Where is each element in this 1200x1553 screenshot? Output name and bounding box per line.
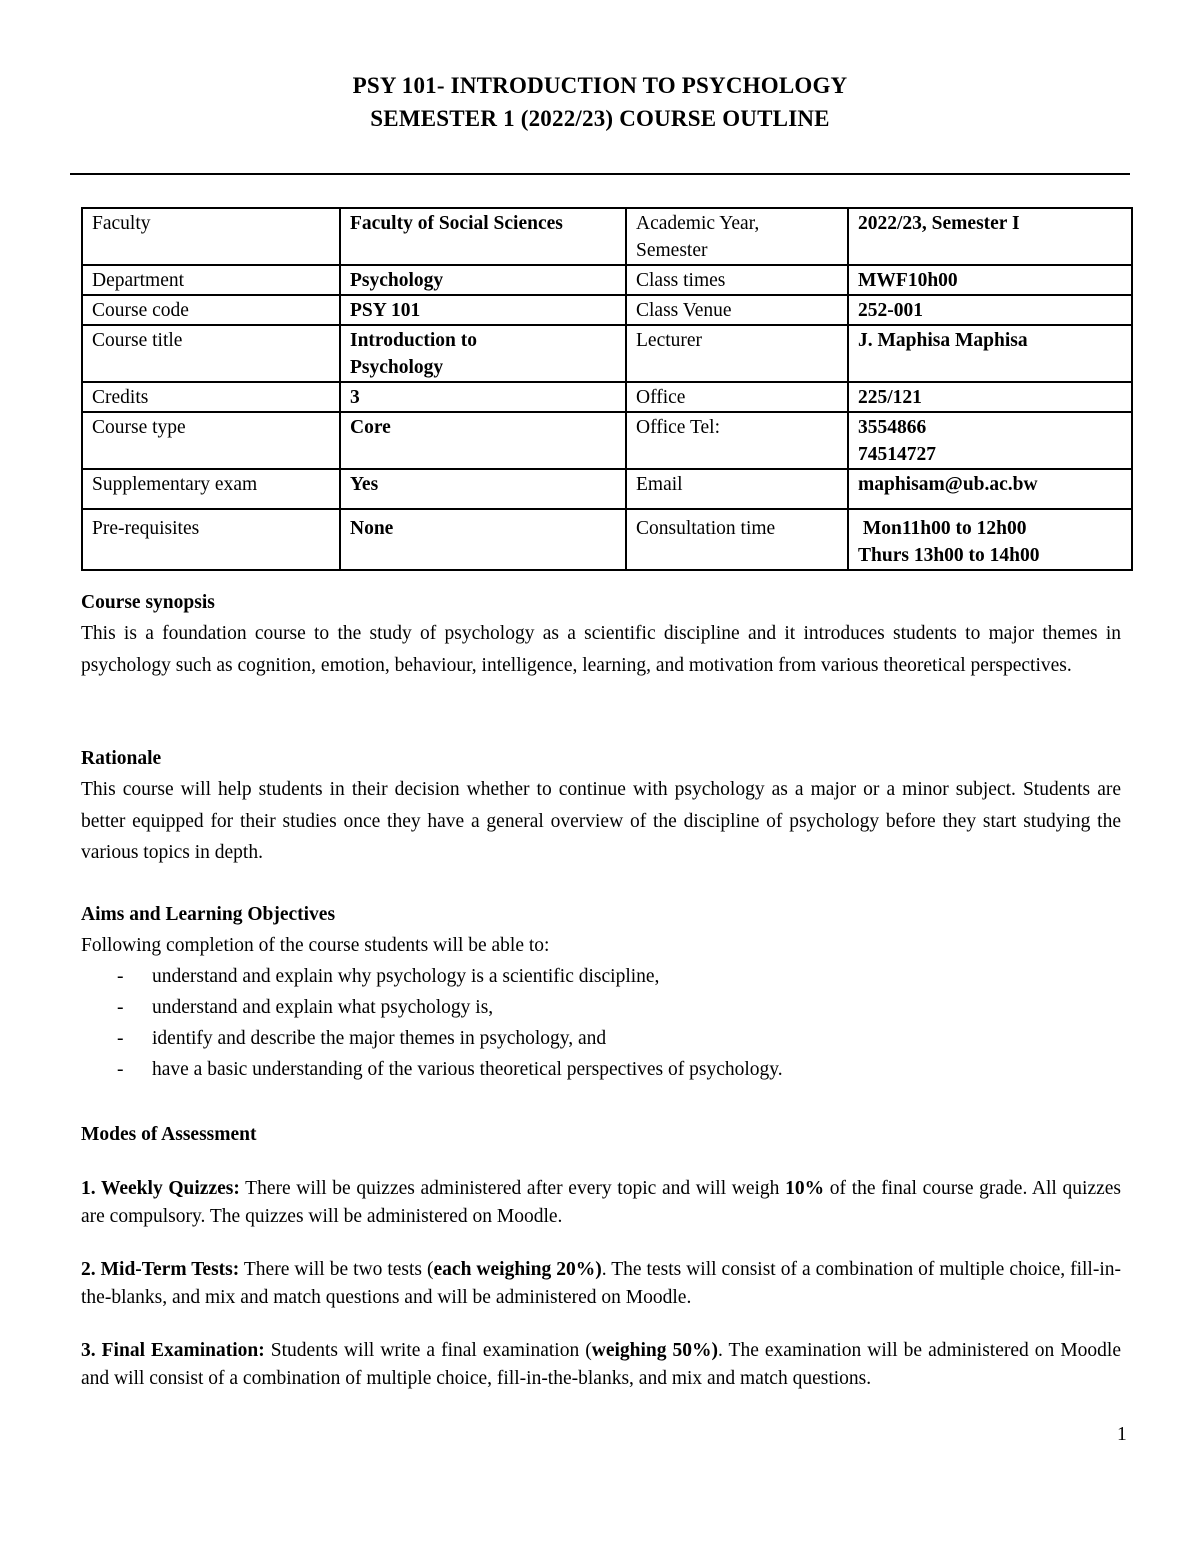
row-value: Yes xyxy=(340,469,626,509)
midterm-label: 2. Mid-Term Tests: xyxy=(81,1259,240,1280)
quizzes-label: 1. Weekly Quizzes: xyxy=(81,1178,240,1199)
quizzes-text-a: There will be quizzes administered after every topic and will weigh xyxy=(239,1178,786,1199)
row-value: None xyxy=(340,509,626,570)
label-line: Semester xyxy=(636,240,708,261)
page-number: 1 xyxy=(1117,1424,1127,1445)
assessment-final xyxy=(81,1337,1121,1393)
row-value: 3 xyxy=(340,382,626,412)
midterm-text-b: . The tests will consist of a combination of multiple choice, fill-in-the-blanks, and mix and match questions and will be administered on Moodle. xyxy=(81,1259,1121,1308)
row-label: Course type xyxy=(82,412,340,469)
assessment-quizzes xyxy=(81,1175,1121,1231)
row-label: Credits xyxy=(82,382,340,412)
row-value: Faculty of Social Sciences xyxy=(340,208,626,265)
row-label: Course code xyxy=(82,295,340,325)
value-line: 3554866 xyxy=(858,417,927,438)
assessment-heading-block xyxy=(81,1119,1121,1150)
value-line: 74514727 xyxy=(858,444,936,465)
value-line: Thurs 13h00 to 14h00 xyxy=(858,545,1040,566)
aims-heading: Aims and Learning Objectives xyxy=(81,904,336,925)
row-label: Department xyxy=(82,265,340,295)
rationale-heading: Rationale xyxy=(81,748,162,769)
table-row xyxy=(82,412,1132,469)
row-value: 225/121 xyxy=(848,382,1132,412)
table-row xyxy=(82,265,1132,295)
row-label: Office xyxy=(626,382,848,412)
row-value: 252-001 xyxy=(848,295,1132,325)
course-title-line-1: PSY 101- INTRODUCTION TO PSYCHOLOGY xyxy=(352,73,848,98)
synopsis-section xyxy=(81,587,1121,681)
bullet-dash: - xyxy=(117,1059,124,1080)
row-label xyxy=(626,208,848,265)
final-text-a: Students will write a final examination ( xyxy=(264,1340,592,1361)
objective-text: understand and explain what psychology is, xyxy=(152,997,494,1018)
final-weight: weighing 50%) xyxy=(591,1340,719,1361)
midterm-weight: each weighing 20%) xyxy=(433,1259,602,1280)
bullet-dash: - xyxy=(117,1028,124,1049)
assessment-midterm xyxy=(81,1256,1121,1312)
value-line: Introduction to xyxy=(350,330,477,351)
row-label: Lecturer xyxy=(626,325,848,382)
aims-section xyxy=(81,899,1121,1085)
row-label: Class Venue xyxy=(626,295,848,325)
final-text-b: . The examination will be administered on Moodle and will consist of a combination of multiple choice, fill-in-the-blanks, and mix and match questions. xyxy=(81,1340,1121,1389)
value-line: Psychology xyxy=(350,357,444,378)
aims-intro: Following completion of the course students will be able to: xyxy=(81,935,550,956)
row-label: Faculty xyxy=(82,208,340,265)
row-label: Supplementary exam xyxy=(82,469,340,509)
row-value: J. Maphisa Maphisa xyxy=(848,325,1132,382)
objective-text: understand and explain why psychology is a scientific discipline, xyxy=(152,966,660,987)
row-value: maphisam@ub.ac.bw xyxy=(848,469,1132,509)
table-row xyxy=(82,382,1132,412)
course-title-line-2: SEMESTER 1 (2022/23) COURSE OUTLINE xyxy=(370,106,830,131)
rationale-section xyxy=(81,743,1121,869)
quizzes-text-b: of the final course grade. All quizzes are compulsory. The quizzes will be administered on Moodle. xyxy=(81,1178,1121,1227)
row-value xyxy=(848,412,1132,469)
row-value: Psychology xyxy=(340,265,626,295)
row-value: 2022/23, Semester I xyxy=(848,208,1132,265)
bullet-dash: - xyxy=(117,997,124,1018)
row-value xyxy=(340,325,626,382)
row-value: Core xyxy=(340,412,626,469)
bullet-dash: - xyxy=(117,966,124,987)
objectives-list xyxy=(81,961,1121,1085)
table-row xyxy=(82,469,1132,509)
row-value xyxy=(848,509,1132,570)
assessment-heading: Modes of Assessment xyxy=(81,1124,257,1145)
row-value: PSY 101 xyxy=(340,295,626,325)
table-row xyxy=(82,208,1132,265)
course-info-table xyxy=(81,207,1133,571)
objective-text: have a basic understanding of the various theoretical perspectives of psychology. xyxy=(152,1059,783,1080)
final-label: 3. Final Examination: xyxy=(81,1340,265,1361)
row-label: Consultation time xyxy=(626,509,848,570)
row-value: MWF10h00 xyxy=(848,265,1132,295)
rationale-text: This course will help students in their decision whether to continue with psychology as a major or a minor subject. Students are better equipped for their studies once they have a general overview of the discipline of psychology before they start studying the various topics in depth. xyxy=(81,779,1121,863)
list-item xyxy=(81,1054,1121,1085)
objective-text: identify and describe the major themes in psychology, and xyxy=(152,1028,607,1049)
synopsis-text: This is a foundation course to the study of psychology as a scientific discipline and it introduces students to major themes in psychology such as cognition, emotion, behaviour, intelligence, learning, and motivation from various theoretical perspectives. xyxy=(81,623,1121,676)
horizontal-rule xyxy=(70,173,1130,175)
list-item xyxy=(81,961,1121,992)
table-row xyxy=(82,509,1132,570)
list-item xyxy=(81,1023,1121,1054)
row-label: Office Tel: xyxy=(626,412,848,469)
row-label: Class times xyxy=(626,265,848,295)
table-row xyxy=(82,295,1132,325)
quizzes-weight: 10% xyxy=(785,1178,825,1199)
table-row xyxy=(82,325,1132,382)
row-label: Pre-requisites xyxy=(82,509,340,570)
synopsis-heading: Course synopsis xyxy=(81,592,215,613)
value-line: Mon11h00 to 12h00 xyxy=(858,518,1027,539)
row-label: Email xyxy=(626,469,848,509)
label-line: Academic Year, xyxy=(636,213,760,234)
midterm-text-a: There will be two tests ( xyxy=(239,1259,434,1280)
row-label: Course title xyxy=(82,325,340,382)
list-item xyxy=(81,992,1121,1023)
